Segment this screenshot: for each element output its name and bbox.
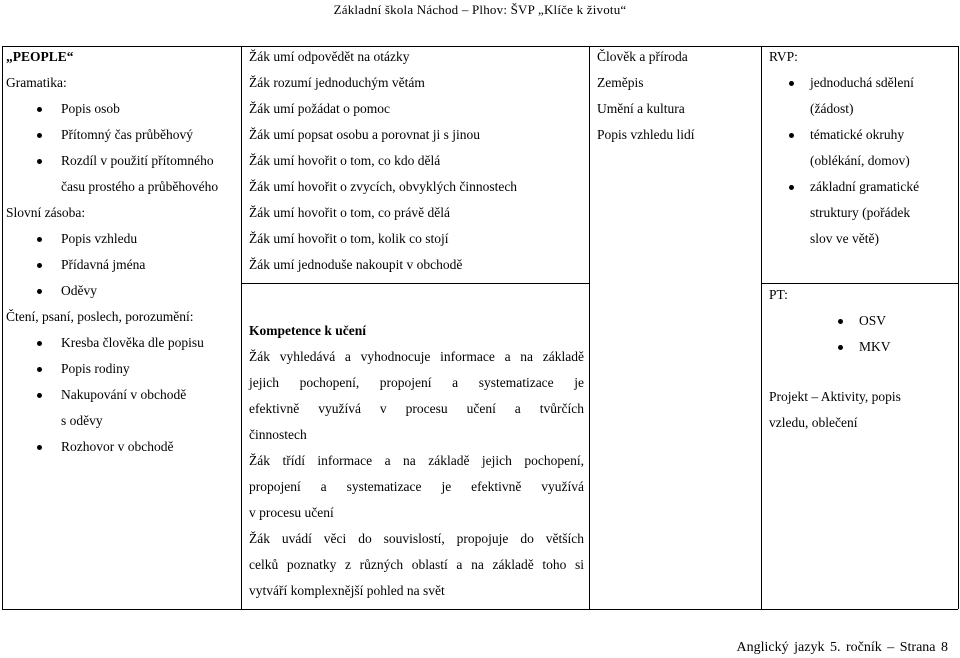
competence-line: v procesu učení [249, 505, 334, 520]
relation-item: Zeměpis [597, 75, 644, 90]
competence-line: celků poznatky z různých oblastí a na základě toho si [249, 557, 584, 572]
outcome-item: Žák umí jednoduše nakoupit v obchodě [249, 257, 463, 272]
competence-line: vytváří komplexnější pohled na svět [249, 583, 445, 598]
outcome-item: Žák umí hovořit o tom, co právě dělá [249, 205, 450, 220]
list-item: základní gramatické [762, 174, 956, 200]
list-item: tématické okruhy [762, 122, 956, 148]
competence-line: Žák uvádí věci do souvislostí, propojuje do větších [249, 531, 584, 546]
competence-line: propojení a systematizace je efektivně využívá [249, 479, 584, 494]
bullet-icon [37, 367, 42, 372]
vocab-label: Slovní zásoba: [6, 205, 86, 220]
list-item-continuation: struktury (pořádek [810, 205, 911, 220]
reading-list [6, 330, 238, 460]
outcome-item: Žák umí požádat o pomoc [249, 101, 390, 116]
bullet-icon [789, 81, 794, 86]
page-header: Základní škola Náchod – Plhov: ŠVP „Klíče k životu“ [333, 2, 627, 17]
competence-line: efektivně využívá v procesu učení a tvůrčích [249, 401, 584, 416]
list-item: Nakupování v obchodě [6, 382, 238, 408]
reading-label: Čtení, psaní, poslech, porozumění: [6, 309, 194, 324]
bullet-icon [789, 133, 794, 138]
vocab-list [6, 226, 238, 304]
outcome-item: Žák umí hovořit o zvycích, obvyklých činnostech [249, 179, 518, 194]
list-item: Popis vzhledu [6, 226, 238, 252]
bullet-icon [37, 107, 42, 112]
pt-label: PT: [769, 287, 788, 302]
rvp-label: RVP: [769, 49, 798, 64]
outcomes-cell [242, 44, 582, 278]
outcome-item: Žák umí hovořit o tom, kolik co stojí [249, 231, 449, 246]
bullet-icon [37, 393, 42, 398]
cross-curricular-cell [590, 44, 758, 148]
bullet-icon [37, 133, 42, 138]
topic-column [6, 44, 238, 460]
outcome-item: Žák umí popsat osobu a porovnat ji s jinou [249, 127, 480, 142]
list-item: Přídavná jména [6, 252, 238, 278]
list-item: Oděvy [6, 278, 238, 304]
competence-line: jejich pochopení, propojení a systematizace je [249, 375, 584, 390]
bullet-icon [37, 263, 42, 268]
outcome-item: Žák rozumí jednoduchým větám [249, 75, 425, 90]
list-item: OSV [762, 308, 956, 334]
list-item-continuation: (oblékání, domov) [810, 153, 910, 168]
competence-line: Žák třídí informace a na základě jejich pochopení, [249, 453, 584, 468]
project-line: vzledu, oblečení [769, 415, 858, 430]
list-item: Popis osob [6, 96, 238, 122]
bullet-icon [37, 341, 42, 346]
outcome-item: Žák umí odpovědět na otázky [249, 49, 410, 64]
list-item: MKV [762, 334, 956, 360]
list-item-continuation: s oděvy [61, 413, 103, 428]
grammar-label: Gramatika: [6, 75, 67, 90]
grammar-list [6, 96, 238, 200]
rvp-list [762, 70, 956, 252]
list-item: jednoduchá sdělení [762, 70, 956, 96]
list-item: Přítomný čas průběhový [6, 122, 238, 148]
relation-item: Popis vzhledu lidí [597, 127, 695, 142]
relation-item: Člověk a příroda [597, 49, 688, 64]
rvp-cell [762, 44, 956, 252]
bullet-icon [838, 345, 843, 350]
list-item: Popis rodiny [6, 356, 238, 382]
bullet-icon [37, 289, 42, 294]
list-item-continuation: času prostého a průběhového [61, 179, 219, 194]
bullet-icon [838, 319, 843, 324]
project-line: Projekt – Aktivity, popis [769, 389, 901, 404]
list-item-continuation: slov ve větě) [810, 231, 879, 246]
list-item: Rozhovor v obchodě [6, 434, 238, 460]
pt-cell [762, 282, 956, 436]
bullet-icon [37, 445, 42, 450]
competence-line: Žák vyhledává a vyhodnocuje informace a na základě [249, 349, 584, 364]
bullet-icon [37, 159, 42, 164]
relation-item: Umění a kultura [597, 101, 685, 116]
outcome-item: Žák umí hovořit o tom, co kdo dělá [249, 153, 441, 168]
list-item-continuation: (žádost) [810, 101, 854, 116]
competence-title: Kompetence k učení [249, 323, 366, 338]
bullet-icon [789, 185, 794, 190]
competence-line: činnostech [249, 427, 307, 442]
pt-list [762, 308, 956, 360]
page-footer: Anglický jazyk 5. ročník – Strana 8 [736, 640, 948, 655]
bullet-icon [37, 237, 42, 242]
topic-title: „PEOPLE“ [6, 49, 74, 64]
list-item: Rozdíl v použití přítomného [6, 148, 238, 174]
list-item: Kresba člověka dle popisu [6, 330, 238, 356]
competence-cell [242, 318, 582, 604]
